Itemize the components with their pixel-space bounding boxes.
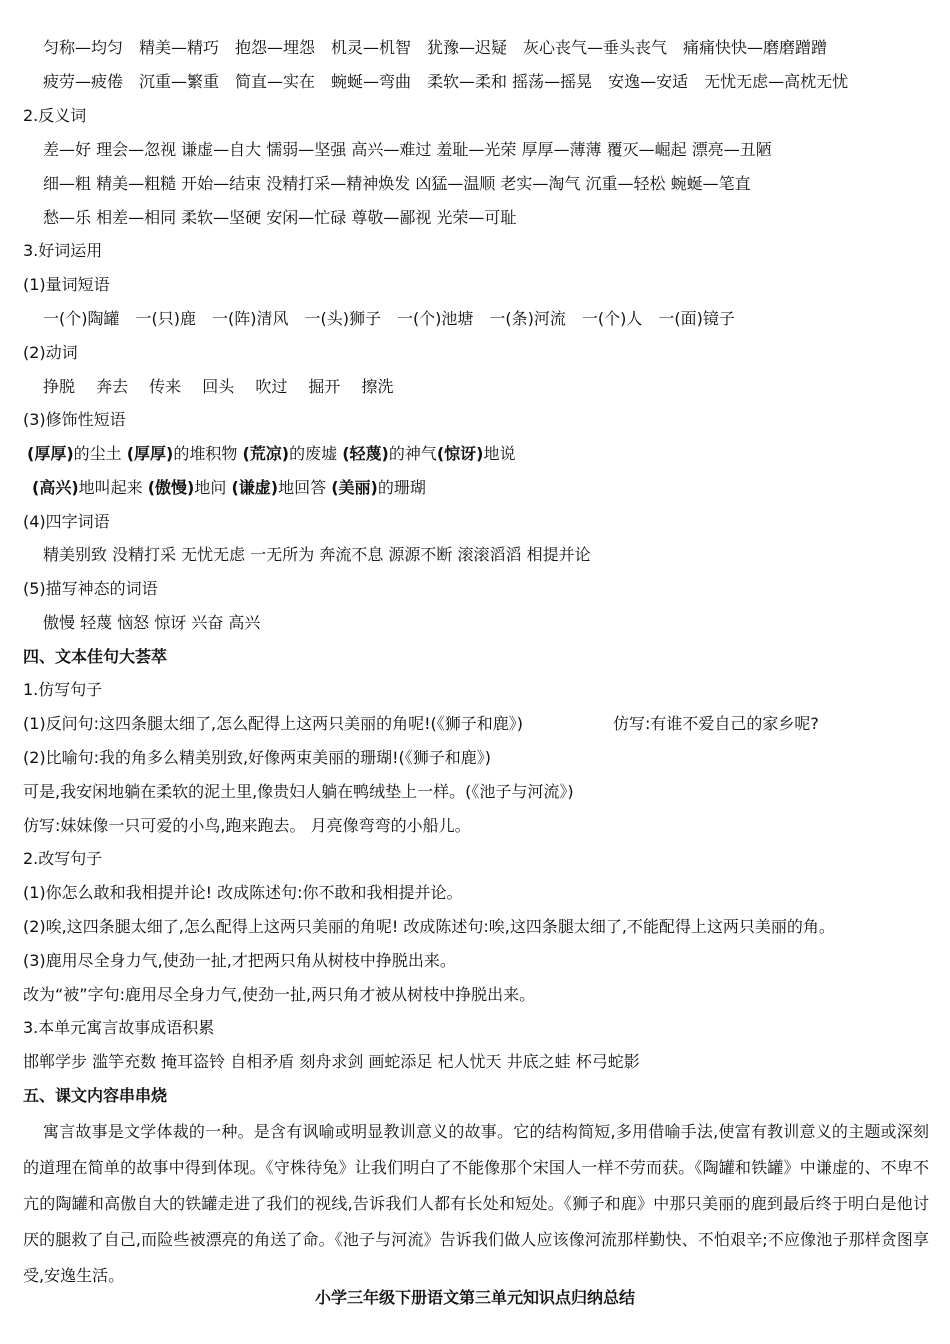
modifier-phrase: 的神气 bbox=[388, 444, 437, 463]
modifier-phrase: 的废墟 bbox=[289, 444, 343, 463]
antonym-line-1: 差—好 理会—忽视 谦虚—自大 懦弱—坚强 高兴—难过 羞耻—光荣 厚厚—薄薄 覆灭—崛起 漂亮—丑陋 bbox=[43, 140, 772, 159]
rhetorical-question-example: (1)反问句:这四条腿太细了,怎么配得上这两只美丽的角呢!(《狮子和鹿》) bbox=[23, 714, 524, 733]
heading-verbs: (2)动词 bbox=[23, 343, 78, 362]
heading-idioms: 3.本单元寓言故事成语积累 bbox=[23, 1018, 215, 1037]
heading-four-char-words: (4)四字词语 bbox=[23, 512, 110, 531]
antonym-line-2: 细—粗 精美—粗糙 开始—结束 没精打采—精神焕发 凶猛—温顺 老实—淘气 沉重—轻松 蜿蜒—笔直 bbox=[43, 174, 751, 193]
rewrite-line-3: (3)鹿用尽全身力气,使劲一扯,才把两只角从树枝中挣脱出来。 bbox=[23, 951, 456, 970]
rewrite-line-4: 改为“被”字句:鹿用尽全身力气,使劲一扯,两只角才被从树枝中挣脱出来。 bbox=[23, 985, 536, 1004]
imitation-line-2: (2)比喻句:我的角多么精美别致,好像两束美丽的珊瑚!(《狮子和鹿》) bbox=[23, 748, 492, 767]
document-footer-title: 小学三年级下册语文第三单元知识点归纳总结 bbox=[314, 1288, 635, 1307]
rhetorical-question-imitation: 仿写:有谁不爱自己的家乡呢? bbox=[613, 714, 819, 733]
idioms-line: 邯郸学步 滥竽充数 掩耳盗铃 自相矛盾 刻舟求剑 画蛇添足 杞人忧天 井底之蛙 杯弓蛇影 bbox=[23, 1052, 640, 1071]
heading-rewrite: 2.改写句子 bbox=[23, 849, 103, 868]
modifier-word: (轻蔑) bbox=[342, 444, 389, 463]
modifier-word: (荒凉) bbox=[242, 444, 290, 463]
heading-modifier-phrases: (3)修饰性短语 bbox=[23, 410, 126, 429]
modifier-word: (美丽) bbox=[331, 478, 378, 497]
modifier-phrase: 的尘土 bbox=[73, 444, 127, 463]
heading-measure-words: (1)量词短语 bbox=[23, 275, 110, 294]
four-char-words-line: 精美别致 没精打采 无忧无虑 一无所为 奔流不息 源源不断 滚滚滔滔 相提并论 bbox=[43, 545, 591, 564]
summary-paragraph: 寓言故事是文学体裁的一种。是含有讽喻或明显教训意义的故事。它的结构简短,多用借喻手法,使富有教训意义的主题或深刻的道理在简单的故事中得到体现。《守株待兔》让我们明白了不能像那个宋国人一样不劳而获。《陶罐和铁罐》中谦虚的、不卑不亢的陶罐和高傲自大的铁罐走进了我们的视线,告诉我们人都有长处和短处。《狮子和鹿》中那只美丽的鹿到最后终于明白是他讨厌的腿救了自己,而险些被漂亮的角送了命。《池子与河流》告诉我们做人应该像河流那样勤快、不怕艰辛;不应像池子那样贪图享受,安逸生活。 bbox=[23, 1122, 929, 1285]
imitation-line-1 bbox=[23, 713, 932, 735]
antonym-line-3: 愁—乐 相差—相同 柔软—坚硬 安闲—忙碌 尊敬—鄙视 光荣—可耻 bbox=[43, 208, 517, 227]
modifier-word: (厚厚) bbox=[27, 444, 74, 463]
synonym-line-1: 匀称—均匀 精美—精巧 抱怨—埋怨 机灵—机智 犹豫—迟疑 灰心丧气—垂头丧气 痛痛快快—磨磨蹭蹭 bbox=[43, 38, 828, 57]
rewrite-line-2: (2)唉,这四条腿太细了,怎么配得上这两只美丽的角呢! 改成陈述句:唉,这四条腿太细了,不能配得上这两只美丽的角。 bbox=[23, 917, 835, 936]
heading-word-use: 3.好词运用 bbox=[23, 241, 103, 260]
heading-antonyms: 2.反义词 bbox=[23, 106, 87, 125]
heading-expression-words: (5)描写神态的词语 bbox=[23, 579, 158, 598]
modifier-word: (谦虚) bbox=[231, 478, 279, 497]
modifier-phrase: 地说 bbox=[483, 444, 516, 463]
rewrite-line-1: (1)你怎么敢和我相提并论! 改成陈述句:你不敢和我相提并论。 bbox=[23, 883, 463, 902]
expression-words-line: 傲慢 轻蔑 恼怒 惊讶 兴奋 高兴 bbox=[43, 613, 261, 632]
imitation-line-3: 可是,我安闲地躺在柔软的泥土里,像贵妇人躺在鸭绒垫上一样。(《池子与河流》) bbox=[23, 782, 574, 801]
modifier-phrase: 地问 bbox=[194, 478, 232, 497]
modifier-phrase: 地叫起来 bbox=[78, 478, 148, 497]
modifier-phrase: 地回答 bbox=[278, 478, 332, 497]
verbs-line: 挣脱 奔去 传来 回头 吹过 掘开 擦洗 bbox=[43, 377, 394, 396]
imitation-line-4: 仿写:妹妹像一只可爱的小鸟,跑来跑去。 月亮像弯弯的小船儿。 bbox=[23, 816, 471, 835]
modifier-phrases-line-1 bbox=[23, 443, 932, 465]
modifier-word: (惊讶) bbox=[436, 444, 484, 463]
modifier-word: (高兴) bbox=[32, 478, 79, 497]
section-heading-4: 四、文本佳句大荟萃 bbox=[23, 647, 168, 666]
synonym-line-2: 疲劳—疲倦 沉重—繁重 简直—实在 蜿蜒—弯曲 柔软—柔和 摇荡—摇晃 安逸—安适 无忧无虑—高枕无忧 bbox=[43, 72, 849, 91]
modifier-word: (傲慢) bbox=[147, 478, 195, 497]
measure-words-line: 一(个)陶罐 一(只)鹿 一(阵)清风 一(头)狮子 一(个)池塘 一(条)河流 一(个)人 一(面)镜子 bbox=[43, 309, 735, 328]
modifier-phrase: 的堆积物 bbox=[173, 444, 243, 463]
section-heading-5: 五、课文内容串串烧 bbox=[23, 1086, 168, 1105]
modifier-word: (厚厚) bbox=[126, 444, 174, 463]
modifier-phrase: 的珊瑚 bbox=[377, 478, 426, 497]
modifier-phrases-line-2 bbox=[23, 477, 932, 499]
heading-imitation: 1.仿写句子 bbox=[23, 680, 103, 699]
